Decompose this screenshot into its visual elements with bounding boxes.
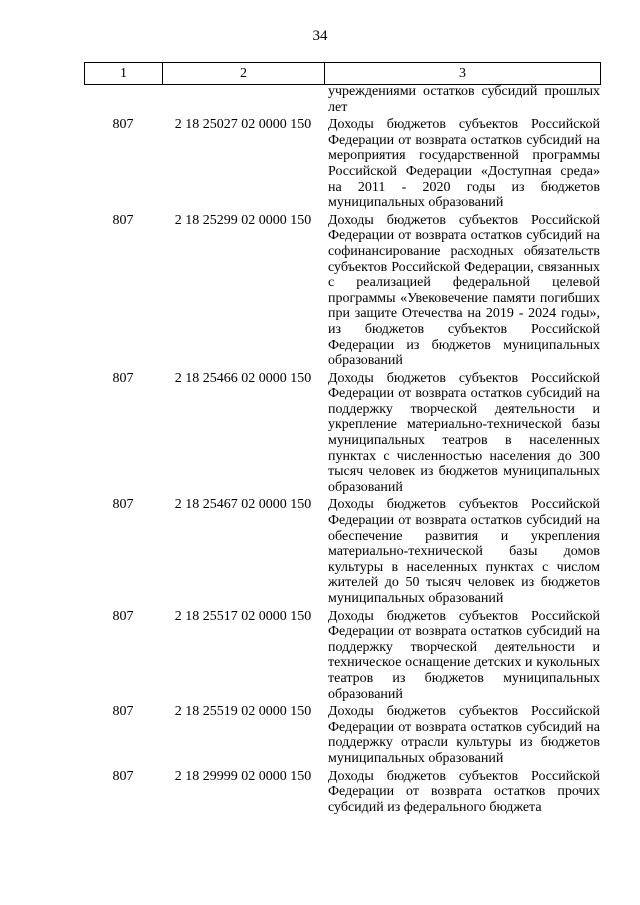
table-row [84, 369, 600, 496]
budget-code: 2 18 25466 02 0000 150 [174, 370, 312, 386]
budget-code: 2 18 29999 02 0000 150 [174, 768, 312, 784]
revenue-name: Доходы бюджетов субъектов Российской Федерации от возврата остатков субсидий на поддержку творческой деятельности и техническое оснащение детских и кукольных театров из бюджетов муниципальных образований [328, 608, 600, 702]
admin-code: 807 [112, 212, 134, 228]
admin-code: 807 [112, 608, 134, 624]
revenue-table [84, 83, 600, 815]
admin-code: 807 [112, 768, 134, 784]
revenue-name: Доходы бюджетов субъектов Российской Федерации от возврата остатков субсидий на софинансирование расходных обязательств субъектов Российской Федерации, связанных с реализацией федеральной целевой программы «Увековечение памяти погибших при защите Отечества на 2019 - 2024 годы», из бюджетов субъектов Российской Федерации из бюджетов муниципальных образований [328, 212, 600, 369]
revenue-name: Доходы бюджетов субъектов Российской Федерации от возврата остатков прочих субсидий из федерального бюджета [328, 768, 600, 815]
budget-code: 2 18 25027 02 0000 150 [174, 117, 312, 133]
table-row [84, 607, 600, 703]
admin-code: 807 [112, 497, 134, 513]
table-row [84, 702, 600, 766]
budget-code: 2 18 25299 02 0000 150 [174, 212, 312, 228]
table-row [84, 767, 600, 816]
header-col-1: 1 [85, 63, 163, 85]
revenue-name: Доходы бюджетов субъектов Российской Федерации от возврата остатков субсидий на обеспечение развития и укрепления материально-технической базы домов культуры в населенных пунктах с числом жителей до 50 тысяч человек из бюджетов муниципальных образований [328, 497, 600, 606]
admin-code: 807 [112, 704, 134, 720]
header-col-2: 2 [163, 63, 325, 85]
table-row-continuation [84, 83, 600, 115]
continuation-text: учреждениями остатков субсидий прошлых лет [328, 84, 600, 115]
budget-code: 2 18 25519 02 0000 150 [174, 704, 312, 720]
revenue-name: Доходы бюджетов субъектов Российской Федерации от возврата остатков субсидий на поддержку отрасли культуры из бюджетов муниципальных образований [328, 704, 600, 766]
admin-code: 807 [112, 370, 134, 386]
budget-code: 2 18 25517 02 0000 150 [174, 608, 312, 624]
budget-code: 2 18 25467 02 0000 150 [174, 497, 312, 513]
table-row [84, 115, 600, 211]
revenue-name: Доходы бюджетов субъектов Российской Федерации от возврата остатков субсидий на поддержку творческой деятельности и укрепление материально-технической базы муниципальных театров в населенных пунктах с численностью населения до 300 тысяч человек из бюджетов муниципальных образований [328, 370, 600, 495]
admin-code: 807 [112, 117, 134, 133]
page-number: 34 [312, 28, 328, 44]
table-header [84, 62, 601, 85]
revenue-name: Доходы бюджетов субъектов Российской Федерации от возврата остатков субсидий на мероприятия государственной программы Российской Федерации «Доступная среда» на 2011 - 2020 годы из бюджетов муниципальных образований [328, 117, 600, 211]
table-row [84, 495, 600, 606]
header-col-3: 3 [325, 63, 601, 85]
table-row [84, 211, 600, 369]
